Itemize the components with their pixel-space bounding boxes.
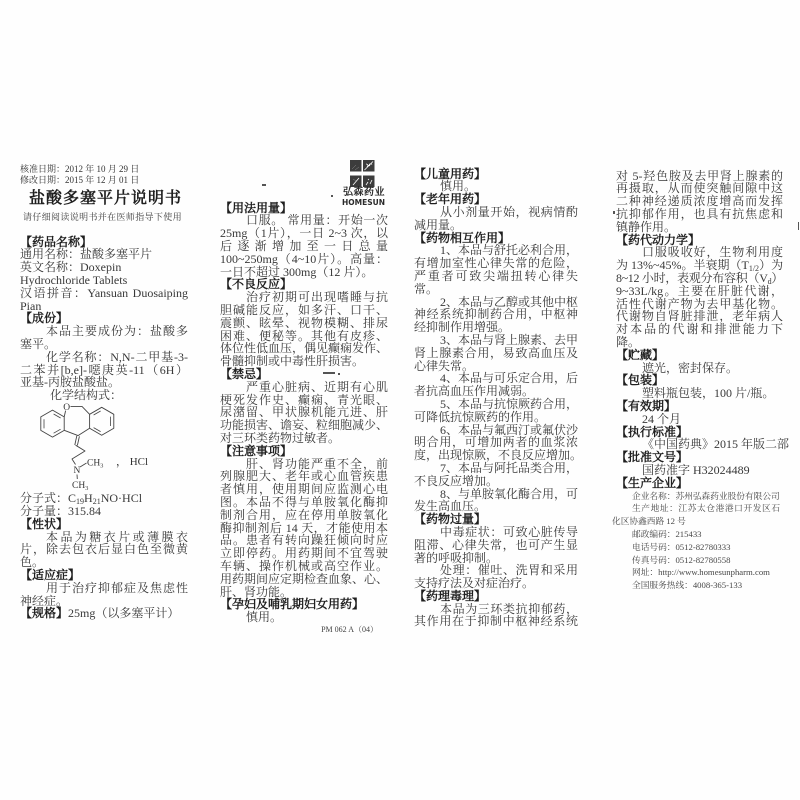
formula-hydrogen-count: 21 [92,497,101,507]
text-line: 5、本品与抗惊厥药合用， [440,396,579,411]
scan-speck [331,195,333,197]
text-line: 治疗初期可出现嗜睡与抗 [246,290,388,305]
scan-speck [262,184,266,186]
text-line: 电话号码：0512-82780333 [632,541,731,552]
text-line: 从小剂量开始，视病情酌 [440,204,578,219]
approval-date: 核准日期：2012 年 10 月 29 日 [20,164,140,174]
methyl-text: CH [72,480,86,491]
text-line: 酶抑制剂后 14 天，才能使用本 [220,520,388,535]
text-line: 不良反应增加。 [414,473,499,488]
interaction-item [414,244,578,295]
composition-main [20,325,188,351]
document-subtitle: 请仔细阅读说明书并在医师指导下使用 [23,212,182,222]
text-line: 抗抑郁作用，也具有抗焦虑和 [616,206,783,221]
text-line: 经抑制作用增强。 [414,320,511,335]
text-line: 神经系统抑制药合用，中枢神 [414,307,578,322]
text-line: 代谢物自肾脏排泄，老年病人 [616,309,783,324]
text-line: 肝、肾功能。 [220,584,293,599]
formula-rest: NO·HCl [100,491,143,506]
oxygen-atom-label: O [63,402,71,413]
adverse-reactions-text [220,291,388,368]
text-line: 处理：催吐、洗胃和采用 [440,563,578,578]
formula-hydrogen: H [84,491,93,506]
text-line: 列腺肥大、老年或心血管疾患 [220,469,388,484]
text-line: 肾上腺素合用，易致高血压及 [414,345,578,360]
text-line: 者抗高血压作用减弱。 [414,384,535,399]
half-life-subscript: 1/2 [748,264,760,274]
section-heading-strength: 【规格】 [20,606,69,621]
interaction-item [414,296,578,334]
section-heading-contraindications: 【禁忌】 [220,366,269,381]
text-line: 尿潴留、甲状腺机能亢进、肝 [220,405,388,420]
text-line: 车辆、操作机械或高空作业。 [220,558,388,573]
company-address [612,502,780,528]
interaction-item [414,488,578,514]
text-line: 功能损害、谵妄、粒细胞减少、 [220,418,389,433]
salt-label: ， HCl [115,455,149,468]
interaction-item [414,422,583,463]
pharmacology-text-part2 [616,170,783,234]
text-line: 塑料瓶包装，100 片/瓶。 [642,386,775,401]
text-line: 中毒症状：可致心脏传导 [440,524,578,539]
company-postal-code [612,528,780,541]
chemical-name [20,351,188,389]
pk-text: 为 13%~45%。半衰期（T [616,258,749,273]
section-heading-shelf-life: 【有效期】 [616,398,677,413]
text-line: 2、本品与乙醇或其他中枢 [440,294,579,309]
text-line: 常。 [414,281,439,296]
text-line: 本品主要成份为：盐酸多 [46,324,188,339]
section-heading-adverse-reactions: 【不良反应】 [220,277,293,292]
section-heading-pregnancy: 【孕妇及哺乳期妇女用药】 [220,597,365,612]
section-heading-geriatric: 【老年用药】 [414,192,487,207]
document-title: 盐酸多塞平片说明书 [29,188,183,207]
column-1 [20,236,188,621]
overdose-treatment [414,564,578,590]
section-heading-indications: 【适应症】 [20,567,81,582]
company-name [612,490,780,503]
text-line: 生产地址：江苏太仓港港口开发区石 [632,503,780,514]
formula-carbon: C [68,491,77,506]
approval-number-text [616,464,783,477]
interaction-item [414,334,578,372]
methyl-text: CH [87,458,101,469]
section-heading-standard: 【执行标准】 [616,424,689,439]
text-line: Hydrochloride Tablets [20,272,128,287]
text-line: 后逐渐增加至一日总量 [220,238,388,253]
text-line: 片，除去包衣后显白色至微黄 [20,542,188,557]
text-line: 口服。 常用量：开始一次 [246,213,388,228]
text-line: 明合用，可增加两者的血浆浓 [414,435,578,450]
precautions-text [220,458,388,599]
text-line: 邮政编码：215433 [632,528,702,539]
text-line: 用药期间应定期检查血象、心、 [220,571,389,586]
strength-text: 25mg（以多塞平计） [68,606,180,621]
volume-subscript: d [767,276,772,286]
text-line: Pian [20,298,42,313]
text-line: 3、本品与肾上腺素、去甲 [440,332,579,347]
text-line: 国药准字 H32024489 [642,462,750,477]
text-line: 100~250mg（4~10片）。高量： [220,251,388,266]
description-text [20,531,188,569]
section-heading-pharmacokinetics: 【药代动力学】 [616,232,701,247]
text-line: 本品为三环类抗抑郁药， [440,601,578,616]
section-heading-drug-name: 【药品名称】 [20,234,93,249]
text-line: 活性代谢产物为去甲基化物。 [616,296,783,311]
company-hotline [612,579,780,592]
text-line: 全国服务热线：4008-365-133 [632,580,743,591]
text-line: 支持疗法及对症治疗。 [414,576,535,591]
structure-label: 化学结构式： [50,388,123,403]
contraindications-text [220,381,388,445]
aromatic-double-bonds [44,411,111,433]
section-heading-approval-number: 【批准文号】 [616,450,689,465]
text-line: 二种神经递质浓度增高而发挥 [616,194,783,209]
text-line: 者慎用，使用期间应监测心电 [220,482,388,497]
text-line: 汉语拼音：Yansuan Duosaiping [20,285,188,300]
text-line: 25mg（1片），一日 2~3 次，以 [220,226,388,241]
nitrogen-atom-label: N [73,465,81,476]
text-line: 有增加室性心律失常的危险， [414,256,578,271]
text-line: 慎用。 [246,610,283,625]
text-line: 镇静作用。 [616,219,677,234]
shelf-life-text [616,413,783,426]
pharmacokinetics-text [616,285,783,349]
interaction-item [414,398,578,424]
logo-name-en: HOMESUN [342,198,386,207]
text-line: 7、本品与阿托品类合用， [440,460,579,475]
section-heading-dosage: 【用法用量】 [220,200,293,215]
pharmacokinetics-line [616,272,783,285]
molecular-weight: 分子量：315.84 [20,503,102,518]
text-line: 发生高血压。 [414,499,487,514]
text-line: 一日不超过 300mg（12 片）。 [220,264,374,279]
text-line: 6、本品与氟西汀或氟伏沙 [440,422,579,437]
text-line: 制剂合用，应在停用单胺氧化 [220,507,388,522]
text-line: 慎用。 [440,179,477,194]
formula-carbon-count: 19 [76,497,85,507]
text-line: 4、本品与可乐定合用，后 [440,371,579,386]
pk-text: ）为 [759,258,784,273]
text-line: 化学名称：N,N-二甲基-3- [46,349,188,364]
text-line: 其作用在于抑制中枢神经系统 [414,614,578,629]
text-line: 梗死发作史、癫痫、青光眼、 [220,392,388,407]
section-heading-manufacturer: 【生产企业】 [616,475,689,490]
section-heading-composition: 【成份】 [20,311,69,326]
text-line: 减用量。 [414,217,463,232]
pinyin-name [20,287,188,313]
geriatric-text [414,206,578,232]
text-line: 传真号码：0512-82780558 [632,554,731,565]
section-heading-pharmacology: 【药理毒理】 [414,588,487,603]
section-heading-interactions: 【药物相互作用】 [414,230,511,245]
text-line: 度，出现惊厥，不良反应增加。 [414,448,583,463]
text-line: 对三环类药物过敏者。 [220,430,341,445]
indications-text [20,582,188,608]
text-line: 企业名称：苏州弘森药业股份有限公司 [632,490,780,501]
text-line: 通用名称：盐酸多塞平片 [20,247,153,262]
column-3 [414,166,583,629]
text-line: 8、与单胺氧化酶合用，可 [440,486,579,501]
footer-code: PM 062 A（04） [321,624,378,634]
text-line: 严重者可致尖端扭转心律失 [414,268,578,283]
section-heading-description: 【性状】 [20,516,69,531]
text-line: 品。患者有转向躁狂倾向时应 [220,533,388,548]
text-line: 网址：http://www.homesunpharm.com [632,567,770,578]
section-heading-packaging: 【包装】 [616,373,665,388]
text-line: 对 5-羟色胺及去甲肾上腺素的 [616,168,783,183]
section-heading-precautions: 【注意事项】 [220,443,293,458]
text-line: 降。 [616,334,641,349]
pharmacology-text-part1 [414,603,578,629]
text-line: 困难、便秘等。其他有皮疹、 [220,328,388,343]
text-line: 遮光，密封保存。 [642,360,739,375]
text-line: 色。 [20,555,45,570]
text-line: 震颤、眩晕、视物模糊、排尿 [220,315,388,330]
text-line: 再摄取，从而使突触间隙中这 [616,181,783,196]
text-line: 亚基-丙胺盐酸盐。 [20,375,120,390]
scan-speck [798,222,799,230]
pregnancy-text [220,611,388,624]
text-line: 肝、肾功能严重不全，前 [246,456,388,471]
text-line: 1、本品与舒托必利合用， [440,243,579,258]
methyl-group-label [87,458,103,469]
text-line: 9~33L/kg。主要在肝脏代谢， [616,283,783,298]
methyl-subscript: 3 [100,462,104,470]
dosage-text [220,214,388,278]
text-line: 本品为糖衣片或薄膜衣 [46,529,188,544]
column-4 [612,168,790,592]
section-heading-overdose: 【药物过量】 [414,512,487,527]
text-line: 著的呼吸抑制。 [414,550,499,565]
section-heading-storage: 【贮藏】 [616,347,665,362]
text-line: 二苯并[b,e]-噁庚英-11（6H） [20,362,188,377]
pharmacokinetics-line: 口服吸收好，生物利用度 [642,245,783,260]
interaction-item [414,462,578,488]
text-line: 严重心脏病、近期有心肌 [246,379,388,394]
text-line: 阻滞、心律失常，也可产生显 [414,537,578,552]
text-line: 胆碱能反应，如多汗、口干、 [220,302,388,317]
text-line: 《中国药典》2015 年版二部 [642,437,790,452]
pk-text: ） [771,270,783,285]
text-line: 英文名称：Doxepin [20,260,122,275]
text-line: 化区协鑫西路 12 号 [612,516,686,527]
text-line: 体位性低血压，偶见癫痫发作、 [220,341,389,356]
text-line: 对本品的代谢和排泄能力下 [616,322,783,337]
text-line: 骨髓抑制或中毒性肝损害。 [220,354,365,369]
interaction-item [414,372,578,398]
company-website [612,566,780,579]
methyl-subscript: 3 [85,484,89,492]
logo-name-cn: 弘森药业 [343,187,385,198]
revision-date: 修改日期：2015 年 12 月 01 日 [20,174,140,185]
company-phone [612,541,780,554]
column-2 [220,202,388,637]
strength-line [20,607,188,620]
text-line: 神经症。 [20,593,69,608]
scan-speck [613,211,615,214]
homesun-logo-icon [350,160,376,188]
english-name [20,261,188,287]
text-line: 心律失常。 [414,358,475,373]
company-fax [612,554,780,567]
section-heading-pediatric: 【儿童用药】 [414,166,487,181]
text-line: 塞平。 [20,336,57,351]
formula-label: 分子式： [20,491,69,506]
pk-text: 8~12 小时，表观分布容积（V [616,270,768,285]
text-line: 可降低抗惊厥药的作用。 [414,409,547,424]
text-line: 用于治疗抑郁症及焦虑性 [46,580,188,595]
overdose-symptoms [414,526,578,564]
text-line: 24 个月 [642,411,682,426]
chemical-structure-diagram [20,402,188,492]
text-line: 图。本品不得与单胺氧化酶抑 [220,494,388,509]
text-line: 立即停药。用药期间不宜驾驶 [220,546,388,561]
